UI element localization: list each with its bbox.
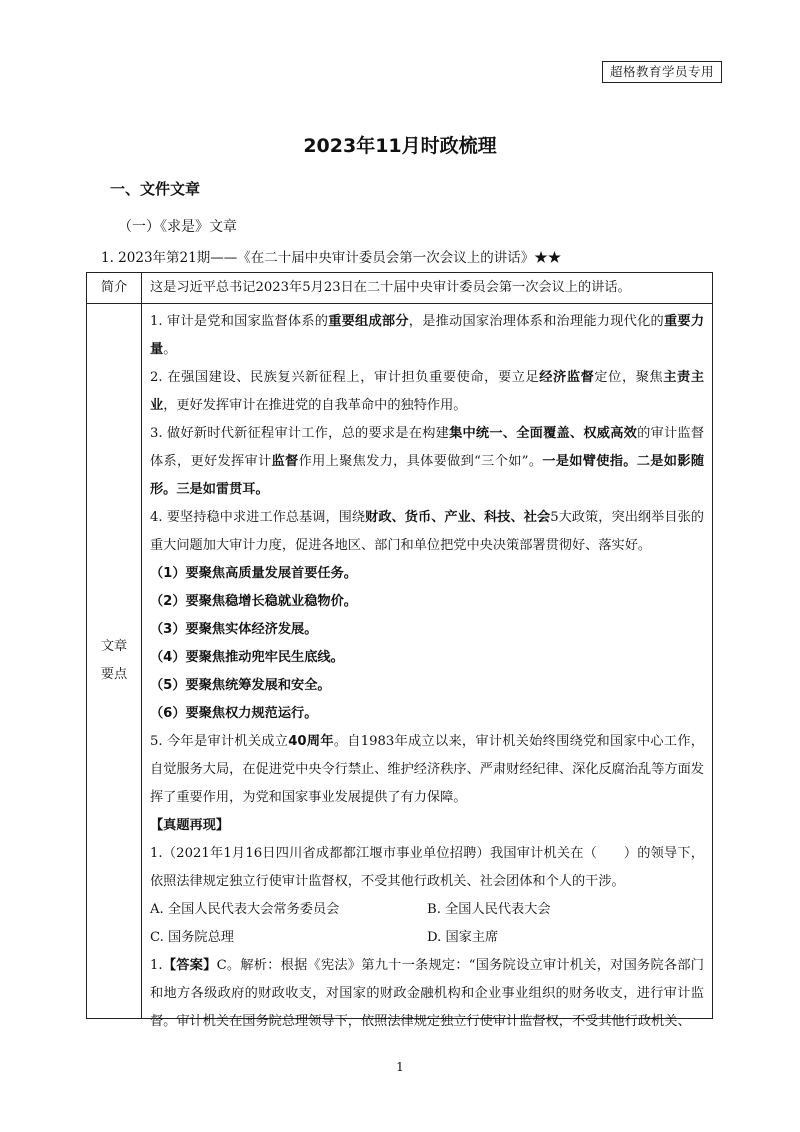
question-text: 1.（2021年1月16日四川省成都都江堰市事业单位招聘）我国审计机关在（ ）的领导下，依照法律规定独立行使审计监督权，不受其他行政机关、社会团体和个人的干涉。 [150,846,704,889]
answer-text: 1.【答案】C。解析：根据《宪法》第九十一条规定：“国务院设立审计机关，对国务院各部门和地方各级政府的财政收支，对国家的财政金融机构和企业事业组织的财务收支，进行审计监督。审计机关在国务院总理领导下，依照法律规定独立行使审计监督权，不受其他行政机关、 [150,958,704,1029]
option-d: D. 国家主席 [427,930,499,945]
page-title: 2023年11月时政梳理 [303,135,497,157]
points-cell [142,304,713,1029]
intro-text: 这是习近平总书记2023年5月23日在二十届中央审计委员会第一次会议上的讲话。 [142,273,713,304]
points-row [87,304,713,1019]
point-3: 3. 做好新时代新征程审计工作，总的要求是在构建集中统一、全面覆盖、权威高效的审计监督体系，更好发挥审计监督作用上聚焦发力，具体要做到“三个如”。一是如臂使指。二是如影随形。三是如雷贯耳。 [150,426,705,497]
focus-item: （6）要聚焦权力规范运行。 [150,706,318,721]
intro-row [87,273,713,304]
review-title: 【真题再现】 [150,818,230,833]
points-label-line1: 文章 [100,639,128,654]
subsection-heading: （一）《求是》文章 [118,219,237,235]
page-number: 1 [396,1060,404,1074]
point-2: 2. 在强国建设、民族复兴新征程上，审计担负重要使命，要立足经济监督定位，聚焦主责主业，更好发挥审计在推进党的自我革命中的独特作用。 [150,370,705,413]
article-table [86,272,713,1029]
points-label [87,304,142,1019]
article-heading: 1. 2023年第21期——《在二十届中央审计委员会第一次会议上的讲话》★★ [101,250,562,266]
focus-item: （4）要聚焦推动兜牢民生底线。 [150,650,344,665]
options-row-2 [150,924,704,952]
point-5: 5. 今年是审计机关成立40周年。自1983年成立以来，审计机关始终围绕党和国家中心工作，自觉服务大局，在促进党中央令行禁止、维护经济秩序、严肃财经纪律、深化反腐治乱等方面发挥了重要作用，为党和国家事业发展提供了有力保障。 [150,734,704,805]
option-b: B. 全国人民代表大会 [427,902,551,917]
options-row-1 [150,896,704,924]
focus-item: （2）要聚焦稳增长稳就业稳物价。 [150,594,357,609]
points-label-line2: 要点 [100,667,128,682]
focus-item: （3）要聚焦实体经济发展。 [150,622,318,637]
point-1: 1. 审计是党和国家监督体系的重要组成部分，是推动国家治理体系和治理能力现代化的重要力量。 [150,314,705,357]
points-content [150,308,705,1029]
point-4: 4. 要坚持稳中求进工作总基调，围绕财政、货币、产业、科技、社会5大政策，突出纲举目张的重大问题加大审计力度，促进各地区、部门和单位把党中央决策部署贯彻好、落实好。 [150,510,704,553]
option-a: A. 全国人民代表大会常务委员会 [150,902,340,917]
section-heading: 一、文件文章 [110,180,201,198]
watermark-stamp: 超格教育学员专用 [602,61,722,83]
intro-label: 简介 [87,273,142,304]
focus-item: （1）要聚焦高质量发展首要任务。 [150,566,357,581]
option-c: C. 国务院总理 [150,930,234,945]
focus-item: （5）要聚焦统筹发展和安全。 [150,678,331,693]
